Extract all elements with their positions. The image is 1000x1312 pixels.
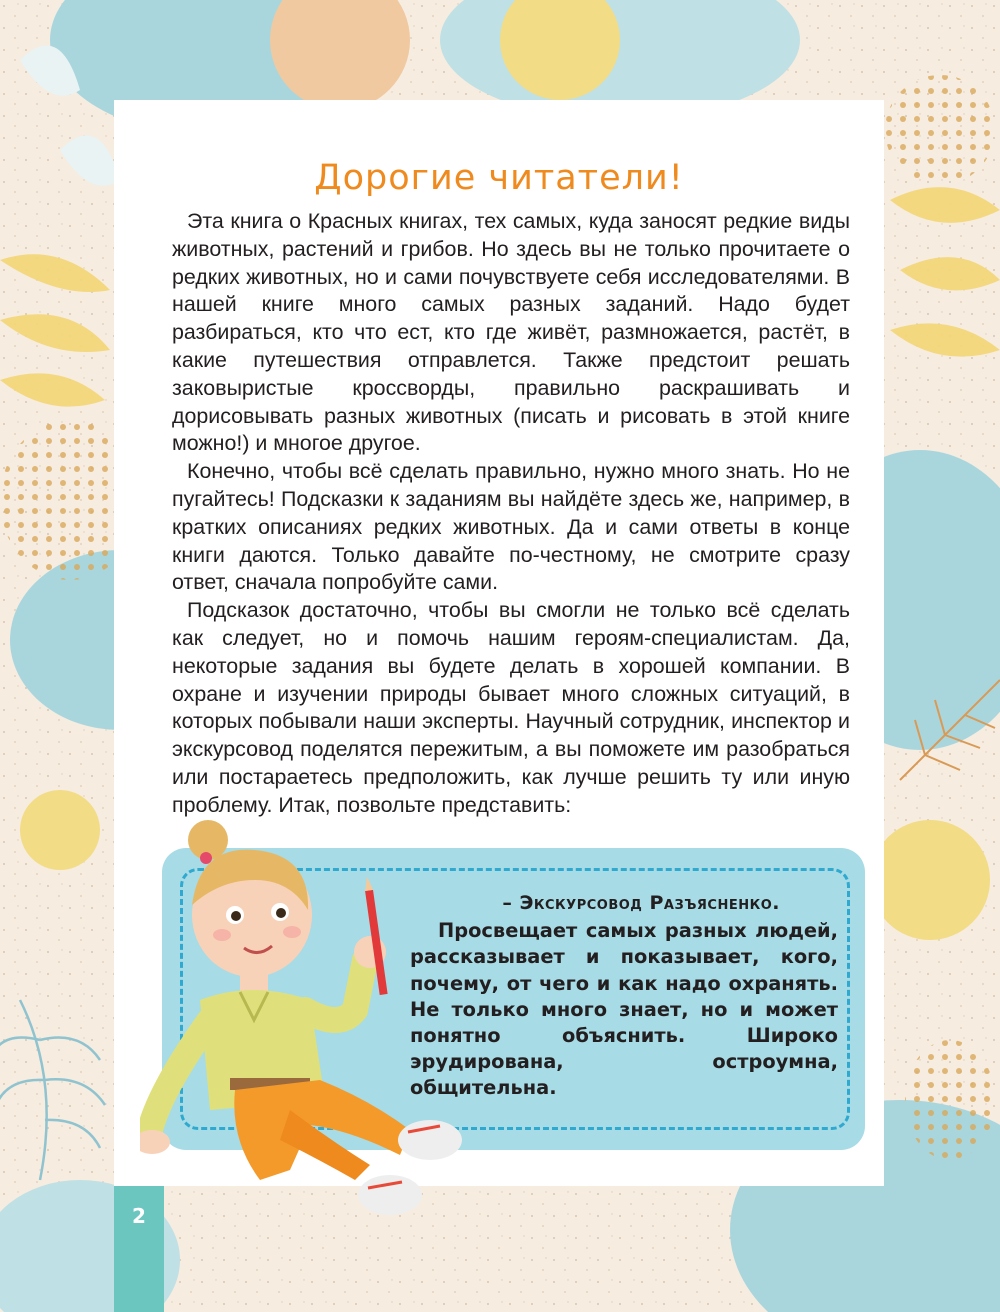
page-number-tab bbox=[114, 1186, 164, 1312]
page-number: 2 bbox=[132, 1204, 146, 1228]
character-bio: Просвещает самых разных людей, рассказывает и показывает, кого, почему, от чего и как надо охранять. Не только много знает, но и может понятно объяснить. Широко эрудирована, остроумна, общительна. bbox=[410, 919, 838, 1100]
dot-patch bbox=[905, 1040, 995, 1160]
intro-text bbox=[172, 208, 850, 820]
page-title: Дорогие читатели! bbox=[314, 158, 684, 198]
paragraph: Эта книга о Красных книгах, тех самых, куда заносят редкие виды животных, растений и грибов. Но здесь вы не только прочитаете о редких животных, но и сами почувствуете себя исследователями. В нашей книге много самых разных заданий. Надо будет разбираться, кто что ест, кто где живёт, размножается, растёт, в какие путешествия отправлется. Также предстоит решать заковыристые кроссворды, правильно раскрашивать и дорисовывать разных животных (писать и рисовать в этой книге можно!) и многое другое. bbox=[172, 209, 850, 456]
guide-illustration bbox=[140, 810, 480, 1220]
yellow-circle bbox=[20, 790, 100, 870]
character-role: – Экскурсовод Разъясненко. bbox=[502, 892, 780, 914]
yellow-circle bbox=[870, 820, 990, 940]
dot-patch bbox=[885, 75, 995, 185]
paragraph: Подсказок достаточно, чтобы вы смогли не только всё сделать как следует, но и помочь нашим героям-специалистам. Да, некоторые задания вы будете делать в хорошей компании. В охране и изучении природы бывает много сложных ситуаций, в которых побывали наши эксперты. Научный сотрудник, инспектор и экскурсовод поделятся пережитым, а вы поможете им разобраться или постараетесь предположить, как лучше решить ту или иную проблему. Итак, позвольте представить: bbox=[172, 598, 850, 817]
paragraph: Конечно, чтобы всё сделать правильно, нужно много знать. Но не пугайтесь! Подсказки к заданиям вы найдёте здесь же, например, в кратких описаниях редких животных. Да и сами ответы в конце книги даются. Только давайте по-честному, не смотрите сразу ответ, сначала попробуйте сами. bbox=[172, 459, 850, 595]
